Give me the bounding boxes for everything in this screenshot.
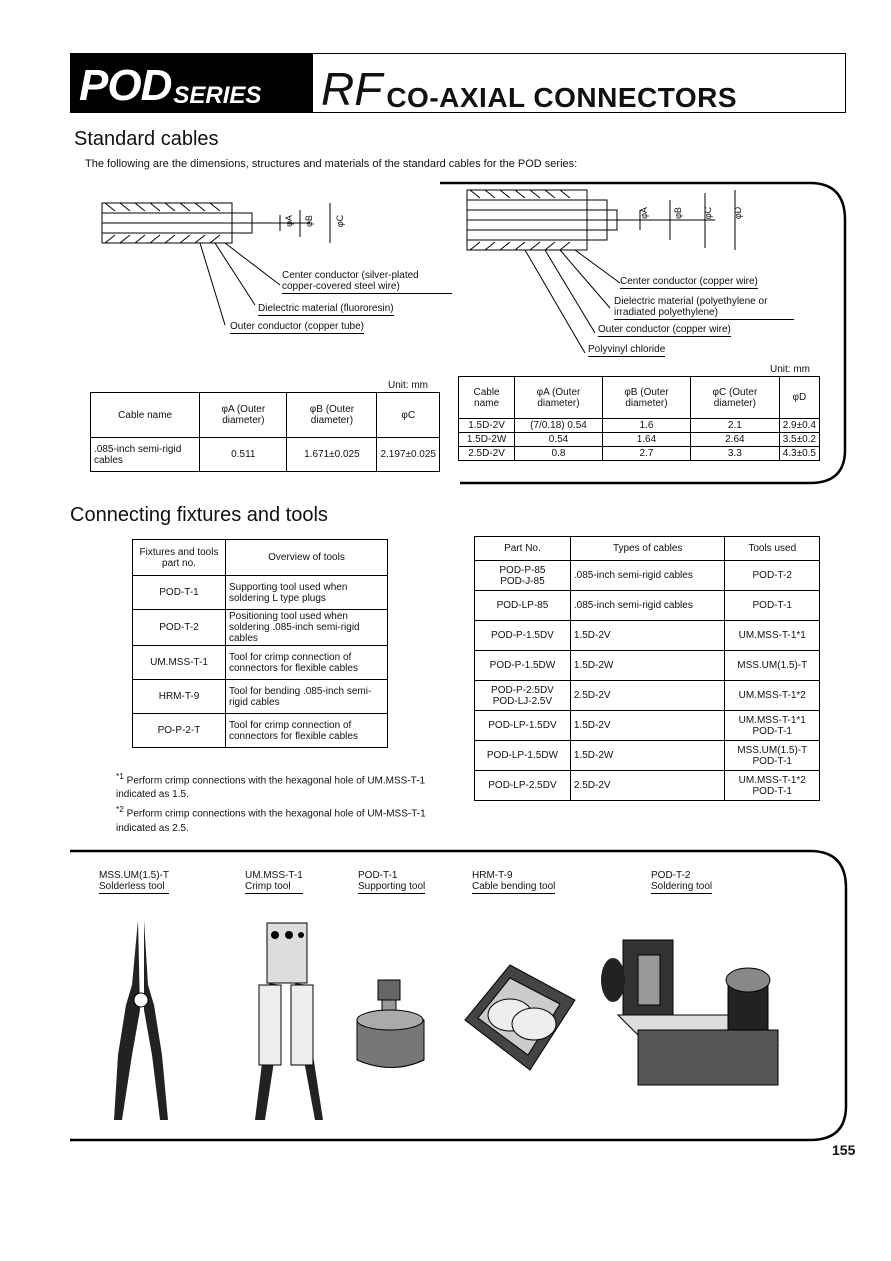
table-row (91, 438, 440, 472)
cell: HRM-T-9 (133, 680, 226, 714)
table-row (475, 771, 820, 801)
table-row (133, 714, 388, 748)
tool-name: POD-T-2 (651, 870, 691, 881)
label-dielectric-right: Dielectric material (polyethylene or irradiated polyethylene) (614, 296, 794, 320)
page-header (70, 53, 846, 113)
cell: 1.64 (602, 433, 690, 447)
col-header: Tools used (725, 537, 820, 561)
tool-name: HRM-T-9 (472, 870, 513, 881)
table-row (133, 610, 388, 646)
standard-cables-intro: The following are the dimensions, structures and materials of the standard cables for the POD series: (85, 158, 578, 170)
cell: UM.MSS-T-1*2 POD-T-1 (725, 771, 820, 801)
cell: 3.3 (691, 447, 780, 461)
table-row (459, 433, 820, 447)
table-row (475, 561, 820, 591)
col-header: φC (377, 393, 440, 438)
cell: PO-P-2-T (133, 714, 226, 748)
cell: MSS.UM(1.5)-T (725, 651, 820, 681)
bending-tool-icon (460, 960, 580, 1080)
fixtures-title: Connecting fixtures and tools (70, 504, 328, 526)
dim-c-left: φC (335, 214, 346, 228)
cell: .085-inch semi-rigid cables (91, 438, 200, 472)
series-label: SERIES (173, 82, 262, 109)
col-header: Cable name (91, 393, 200, 438)
cell: 1.5D-2V (459, 419, 515, 433)
cell: POD-P-2.5DV POD-LJ-2.5V (475, 681, 571, 711)
cell: POD-LP-85 (475, 591, 571, 621)
dim-b-right: φB (672, 207, 683, 219)
cell: Positioning tool used when soldering .085-inch semi-rigid cables (226, 610, 388, 646)
cell: 2.1 (691, 419, 780, 433)
cell: 2.9±0.4 (779, 419, 819, 433)
table-row (475, 621, 820, 651)
unit-right: Unit: mm (770, 364, 810, 375)
col-header: Types of cables (570, 537, 725, 561)
label-center-conductor-left: Center conductor (silver-plated copper-covered steel wire) (282, 270, 452, 294)
title-block (321, 54, 845, 116)
cell: 1.5D-2W (459, 433, 515, 447)
dim-d-right: φD (733, 206, 744, 220)
cell: 1.5D-2V (570, 621, 725, 651)
cell: 2.197±0.025 (377, 438, 440, 472)
dim-c-right: φC (703, 206, 714, 220)
semi-rigid-cable-table (90, 392, 440, 472)
cell: Tool for crimp connection of connectors for flexible cables (226, 714, 388, 748)
label-dielectric-left: Dielectric material (fluororesin) (258, 303, 394, 314)
table-row (133, 576, 388, 610)
table-row (459, 419, 820, 433)
cell: 2.5D-2V (570, 681, 725, 711)
table-row (475, 591, 820, 621)
cell: .085-inch semi-rigid cables (570, 591, 725, 621)
dim-a-right: φA (638, 207, 649, 219)
series-block (71, 54, 313, 112)
soldering-tool-icon (598, 935, 788, 1095)
dim-b-left: φB (303, 215, 314, 227)
label-outer-conductor-left: Outer conductor (copper tube) (230, 321, 364, 332)
cell: Supporting tool used when soldering L type plugs (226, 576, 388, 610)
cell: 1.671±0.025 (287, 438, 377, 472)
label-outer-conductor-right: Outer conductor (copper wire) (598, 324, 731, 335)
cell: POD-LP-2.5DV (475, 771, 571, 801)
cell: POD-T-1 (725, 591, 820, 621)
unit-left: Unit: mm (388, 380, 428, 391)
cell: 0.511 (200, 438, 287, 472)
crimp-tool-icon (245, 915, 335, 1130)
col-header: φA (Outer diameter) (200, 393, 287, 438)
cell: POD-P-85 POD-J-85 (475, 561, 571, 591)
cell: POD-LP-1.5DW (475, 741, 571, 771)
cell: POD-T-2 (725, 561, 820, 591)
cell: UM.MSS-T-1*1 POD-T-1 (725, 711, 820, 741)
cell: 2.5D-2V (459, 447, 515, 461)
tool-desc: Supporting tool (358, 881, 426, 892)
col-header: Fixtures and tools part no. (133, 540, 226, 576)
col-header: Cable name (459, 377, 515, 419)
cell: 0.8 (515, 447, 603, 461)
cell: 1.5D-2W (570, 651, 725, 681)
tool-name: MSS.UM(1.5)-T (99, 870, 169, 881)
table-row (133, 646, 388, 680)
table-row (133, 680, 388, 714)
table-row (475, 681, 820, 711)
tool-support (358, 870, 425, 894)
cell: 2.64 (691, 433, 780, 447)
col-header: Overview of tools (226, 540, 388, 576)
cell: POD-P-1.5DV (475, 621, 571, 651)
tool-desc: Solderless tool (99, 881, 169, 894)
page-number: 155 (832, 1142, 856, 1158)
cell: 3.5±0.2 (779, 433, 819, 447)
cell: POD-LP-1.5DV (475, 711, 571, 741)
cell: POD-T-1 (133, 576, 226, 610)
col-header: Part No. (475, 537, 571, 561)
footnote-1: $^{*1}$ Perform crimp connections with the hexagonal hole of UM.MSS-T-1 indicated as 1.5. (116, 771, 426, 801)
col-header: φA (Outer diameter) (515, 377, 603, 419)
cell: Tool for crimp connection of connectors for flexible cables (226, 646, 388, 680)
cell: UM.MSS-T-1*2 (725, 681, 820, 711)
cell: 4.3±0.5 (779, 447, 819, 461)
label-pvc-right: Polyvinyl chloride (588, 344, 666, 355)
table-row (475, 651, 820, 681)
table-row (475, 711, 820, 741)
cell: 2.5D-2V (570, 771, 725, 801)
table-row (475, 741, 820, 771)
flexible-cable-table (458, 376, 820, 461)
label-center-conductor-right: Center conductor (copper wire) (620, 276, 758, 287)
footnotes (116, 769, 436, 836)
col-header: φC (Outer diameter) (691, 377, 780, 419)
standard-cables-title: Standard cables (74, 128, 219, 150)
tool-desc: Cable bending tool (472, 881, 556, 892)
cell: (7/0.18) 0.54 (515, 419, 603, 433)
cell: .085-inch semi-rigid cables (570, 561, 725, 591)
col-header: φB (Outer diameter) (287, 393, 377, 438)
cell: 1.5D-2V (570, 711, 725, 741)
cell: POD-P-1.5DW (475, 651, 571, 681)
col-header: φB (Outer diameter) (602, 377, 690, 419)
col-header: φD (779, 377, 819, 419)
tool-name: UM.MSS-T-1 (245, 870, 303, 881)
cell: 1.5D-2W (570, 741, 725, 771)
tool-soldering (651, 870, 712, 894)
tool-crimp (245, 870, 303, 894)
cell: POD-T-2 (133, 610, 226, 646)
parts-tools-table (474, 536, 820, 801)
footnote-2: $^{*2}$ Perform crimp connections with the hexagonal hole of UM-MSS-T-1 indicated as 2.5. (116, 804, 426, 834)
supporting-tool-icon (352, 975, 432, 1075)
cell: 2.7 (602, 447, 690, 461)
table-row (459, 447, 820, 461)
tool-desc: Soldering tool (651, 881, 713, 892)
cell: Tool for bending .085-inch semi-rigid cables (226, 680, 388, 714)
cell: 0.54 (515, 433, 603, 447)
pliers-icon (108, 915, 178, 1130)
dim-a-left: φA (283, 215, 294, 227)
tool-desc: Crimp tool (245, 881, 303, 894)
cell: UM.MSS-T-1*1 (725, 621, 820, 651)
tool-bending (472, 870, 555, 894)
title-coax: CO-AXIAL CONNECTORS (386, 82, 738, 113)
cell: 1.6 (602, 419, 690, 433)
series-pod: POD (79, 61, 172, 110)
cell: MSS.UM(1.5)-T POD-T-1 (725, 741, 820, 771)
title-rf: RF (321, 63, 383, 115)
cell: UM.MSS-T-1 (133, 646, 226, 680)
tool-name: POD-T-1 (358, 870, 398, 881)
tool-pliers (99, 870, 169, 894)
fixtures-overview-table (132, 539, 388, 748)
